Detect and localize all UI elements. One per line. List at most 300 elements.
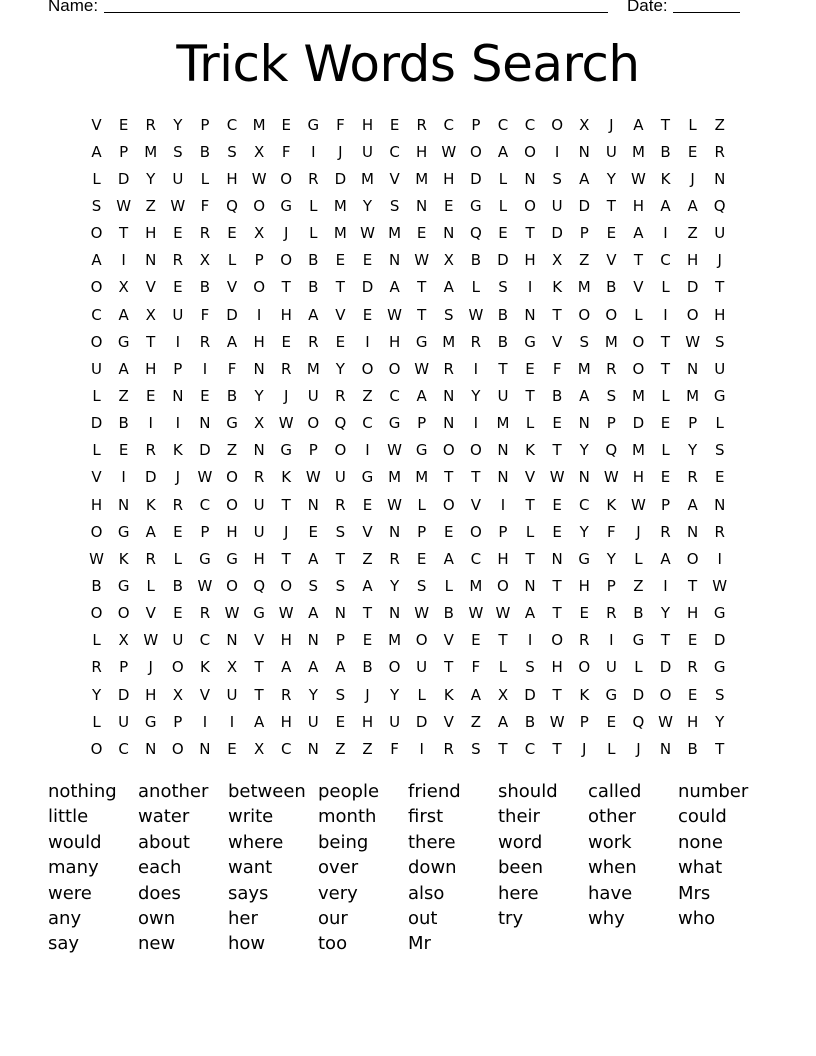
grid-letter[interactable]: E [362, 251, 373, 270]
grid-letter[interactable]: O [442, 495, 455, 514]
grid-letter[interactable]: N [443, 414, 455, 433]
grid-letter[interactable]: F [227, 359, 237, 378]
grid-letter[interactable]: T [525, 549, 535, 568]
grid-letter[interactable]: E [200, 386, 210, 405]
grid-letter[interactable]: U [389, 712, 401, 731]
grid-letter[interactable]: V [335, 305, 346, 324]
grid-letter[interactable]: S [416, 576, 427, 595]
grid-letter[interactable]: N [714, 495, 726, 514]
grid-letter[interactable]: D [551, 224, 563, 243]
grid-letter[interactable]: Q [334, 414, 347, 433]
grid-letter[interactable]: H [578, 576, 590, 595]
grid-letter[interactable]: U [605, 142, 617, 161]
grid-letter[interactable]: O [307, 414, 320, 433]
grid-letter[interactable]: S [389, 196, 400, 215]
grid-letter[interactable]: H [388, 332, 401, 351]
grid-letter[interactable]: M [415, 468, 429, 487]
grid-letter[interactable]: R [443, 359, 454, 378]
grid-letter[interactable]: H [145, 359, 157, 378]
grid-letter[interactable]: O [253, 278, 266, 297]
grid-letter[interactable]: E [498, 224, 508, 243]
grid-letter[interactable]: I [202, 712, 208, 731]
grid-letter[interactable]: E [552, 522, 562, 541]
grid-letter[interactable]: P [200, 115, 210, 134]
grid-letter[interactable]: D [659, 658, 672, 677]
grid-letter[interactable]: V [91, 115, 102, 134]
grid-letter[interactable]: T [552, 685, 562, 704]
grid-letter[interactable]: A [497, 712, 509, 731]
grid-letter[interactable]: A [226, 332, 238, 351]
grid-letter[interactable]: G [199, 549, 211, 568]
grid-letter[interactable]: N [714, 169, 726, 188]
grid-letter[interactable]: Y [471, 386, 481, 405]
grid-letter[interactable]: T [688, 576, 698, 595]
grid-letter[interactable]: L [200, 169, 210, 188]
grid-letter[interactable]: M [388, 224, 402, 243]
grid-letter[interactable]: S [498, 278, 508, 297]
grid-letter[interactable]: S [335, 522, 346, 541]
grid-letter[interactable]: H [632, 468, 645, 487]
grid-letter[interactable]: A [579, 386, 590, 405]
grid-letter[interactable]: N [118, 495, 130, 514]
grid-letter[interactable]: T [525, 224, 535, 243]
grid-letter[interactable]: D [199, 441, 211, 460]
grid-letter[interactable]: U [551, 196, 563, 215]
grid-letter[interactable]: R [253, 468, 265, 487]
grid-letter[interactable]: N [578, 468, 590, 487]
grid-letter[interactable]: P [498, 522, 508, 541]
grid-letter[interactable]: H [361, 115, 374, 134]
grid-letter[interactable]: T [552, 441, 562, 460]
grid-letter[interactable]: T [525, 495, 535, 514]
grid-letter[interactable]: H [686, 712, 699, 731]
grid-letter[interactable]: O [578, 658, 591, 677]
grid-letter[interactable]: I [365, 441, 370, 460]
grid-letter[interactable]: P [119, 142, 129, 161]
grid-letter[interactable]: N [388, 604, 401, 623]
grid-letter[interactable]: E [416, 224, 427, 243]
grid-letter[interactable]: I [527, 631, 533, 650]
grid-letter[interactable]: U [91, 359, 103, 378]
grid-letter[interactable]: C [362, 414, 373, 433]
grid-letter[interactable]: B [199, 142, 211, 161]
grid-letter[interactable]: P [471, 115, 481, 134]
grid-letter[interactable]: E [118, 441, 129, 460]
grid-letter[interactable]: S [714, 332, 725, 351]
grid-letter[interactable]: U [226, 685, 238, 704]
grid-letter[interactable]: M [604, 332, 618, 351]
grid-letter[interactable]: T [715, 278, 725, 297]
grid-letter[interactable]: C [91, 305, 102, 324]
grid-letter[interactable]: J [148, 658, 153, 677]
grid-letter[interactable]: I [365, 332, 370, 351]
grid-letter[interactable]: D [334, 169, 347, 188]
grid-letter[interactable]: V [470, 495, 481, 514]
grid-letter[interactable]: D [90, 414, 103, 433]
grid-letter[interactable]: M [577, 278, 591, 297]
grid-letter[interactable]: G [117, 576, 130, 595]
grid-letter[interactable]: D [686, 278, 699, 297]
grid-letter[interactable]: Y [579, 522, 589, 541]
grid-letter[interactable]: Y [173, 115, 183, 134]
grid-letter[interactable]: M [415, 169, 429, 188]
grid-letter[interactable]: M [469, 576, 483, 595]
grid-letter[interactable]: W [387, 495, 402, 514]
grid-letter[interactable]: X [443, 251, 454, 270]
grid-letter[interactable]: N [226, 631, 238, 650]
grid-letter[interactable]: Y [688, 441, 698, 460]
grid-letter[interactable]: C [443, 115, 454, 134]
grid-letter[interactable]: I [473, 414, 479, 433]
grid-letter[interactable]: N [334, 604, 346, 623]
grid-letter[interactable]: J [717, 251, 722, 270]
grid-letter[interactable]: R [308, 169, 319, 188]
grid-letter[interactable]: V [91, 468, 102, 487]
grid-letter[interactable]: K [660, 169, 671, 188]
grid-letter[interactable]: L [417, 495, 426, 514]
grid-letter[interactable]: U [118, 712, 130, 731]
grid-letter[interactable]: T [444, 658, 454, 677]
grid-letter[interactable]: Q [469, 224, 482, 243]
grid-letter[interactable]: O [442, 441, 455, 460]
grid-letter[interactable]: F [552, 359, 562, 378]
grid-letter[interactable]: W [414, 359, 430, 378]
grid-letter[interactable]: Y [715, 712, 725, 731]
grid-letter[interactable]: E [660, 468, 671, 487]
grid-letter[interactable]: K [552, 278, 563, 297]
grid-letter[interactable]: B [362, 658, 373, 677]
grid-letter[interactable]: N [659, 739, 672, 758]
grid-letter[interactable]: O [469, 522, 482, 541]
grid-letter[interactable]: M [388, 631, 402, 650]
grid-letter[interactable]: I [121, 468, 126, 487]
grid-letter[interactable]: V [552, 332, 563, 351]
grid-letter[interactable]: X [199, 251, 211, 270]
grid-letter[interactable]: W [224, 604, 240, 623]
grid-letter[interactable]: R [687, 658, 698, 677]
grid-letter[interactable]: R [606, 604, 617, 623]
grid-letter[interactable]: E [227, 739, 237, 758]
grid-letter[interactable]: L [498, 169, 508, 188]
grid-letter[interactable]: E [714, 468, 725, 487]
grid-letter[interactable]: N [686, 359, 699, 378]
grid-letter[interactable]: W [305, 468, 321, 487]
grid-letter[interactable]: W [603, 468, 619, 487]
grid-letter[interactable]: G [415, 441, 428, 460]
grid-letter[interactable]: F [390, 739, 399, 758]
grid-letter[interactable]: B [199, 278, 211, 297]
grid-letter[interactable]: X [579, 115, 590, 134]
grid-letter[interactable]: L [634, 549, 643, 568]
grid-letter[interactable]: O [388, 359, 401, 378]
grid-letter[interactable]: G [117, 332, 130, 351]
grid-letter[interactable]: O [578, 305, 591, 324]
grid-letter[interactable]: K [525, 441, 535, 460]
grid-letter[interactable]: L [498, 196, 508, 215]
grid-letter[interactable]: N [524, 576, 536, 595]
grid-letter[interactable]: O [253, 196, 266, 215]
grid-letter[interactable]: N [416, 196, 428, 215]
grid-letter[interactable]: W [89, 549, 104, 568]
grid-letter[interactable]: C [118, 739, 129, 758]
grid-letter[interactable]: P [335, 631, 345, 650]
grid-letter[interactable]: L [661, 441, 670, 460]
grid-letter[interactable]: K [443, 685, 454, 704]
grid-letter[interactable]: W [414, 251, 430, 270]
grid-letter[interactable]: O [524, 142, 536, 161]
grid-letter[interactable]: M [333, 224, 347, 243]
grid-letter[interactable]: H [253, 549, 265, 568]
grid-letter[interactable]: U [714, 224, 726, 243]
grid-letter[interactable]: G [280, 196, 293, 215]
grid-letter[interactable]: W [468, 305, 484, 324]
grid-letter[interactable]: E [687, 631, 698, 650]
grid-letter[interactable]: Z [118, 386, 129, 405]
grid-letter[interactable]: M [144, 142, 158, 161]
grid-letter[interactable]: S [714, 685, 725, 704]
grid-letter[interactable]: K [606, 495, 617, 514]
grid-letter[interactable]: C [226, 115, 238, 134]
grid-letter[interactable]: I [175, 332, 181, 351]
grid-letter[interactable]: S [552, 169, 562, 188]
grid-letter[interactable]: A [660, 196, 671, 215]
grid-letter[interactable]: L [309, 196, 318, 215]
grid-letter[interactable]: G [280, 441, 293, 460]
grid-letter[interactable]: Z [687, 224, 698, 243]
grid-letter[interactable]: N [388, 522, 401, 541]
grid-letter[interactable]: P [688, 414, 698, 433]
grid-letter[interactable]: Y [606, 549, 616, 568]
grid-letter[interactable]: L [661, 278, 670, 297]
grid-letter[interactable]: A [633, 224, 644, 243]
grid-letter[interactable]: X [497, 685, 509, 704]
grid-letter[interactable]: M [333, 196, 347, 215]
grid-letter[interactable]: G [415, 332, 428, 351]
grid-letter[interactable]: E [281, 115, 291, 134]
grid-letter[interactable]: M [388, 468, 402, 487]
grid-letter[interactable]: W [387, 441, 402, 460]
grid-letter[interactable]: P [200, 522, 210, 541]
grid-letter[interactable]: I [148, 414, 153, 433]
grid-letter[interactable]: S [335, 576, 346, 595]
grid-letter[interactable]: A [308, 305, 319, 324]
grid-letter[interactable]: I [175, 414, 181, 433]
grid-letter[interactable]: N [307, 631, 319, 650]
grid-letter[interactable]: T [660, 631, 671, 650]
grid-letter[interactable]: U [172, 631, 184, 650]
grid-letter[interactable]: T [660, 115, 671, 134]
grid-letter[interactable]: Z [226, 441, 238, 460]
grid-letter[interactable]: O [632, 359, 645, 378]
grid-letter[interactable]: H [497, 549, 509, 568]
grid-letter[interactable]: U [172, 305, 184, 324]
grid-letter[interactable]: D [226, 305, 238, 324]
grid-letter[interactable]: O [388, 658, 401, 677]
grid-letter[interactable]: L [634, 305, 643, 324]
grid-letter[interactable]: E [606, 712, 617, 731]
grid-letter[interactable]: Z [714, 115, 725, 134]
grid-letter[interactable]: A [335, 658, 346, 677]
grid-letter[interactable]: B [470, 251, 481, 270]
grid-letter[interactable]: P [579, 224, 589, 243]
grid-letter[interactable]: R [199, 224, 211, 243]
grid-letter[interactable]: T [254, 658, 264, 677]
grid-letter[interactable]: Q [713, 196, 726, 215]
grid-letter[interactable]: W [170, 196, 186, 215]
grid-letter[interactable]: I [202, 359, 208, 378]
grid-letter[interactable]: H [686, 251, 699, 270]
grid-letter[interactable]: E [173, 224, 183, 243]
grid-letter[interactable]: S [227, 142, 237, 161]
grid-letter[interactable]: B [308, 278, 319, 297]
grid-letter[interactable]: D [361, 278, 374, 297]
grid-letter[interactable]: L [715, 414, 724, 433]
grid-letter[interactable]: V [443, 631, 454, 650]
grid-letter[interactable]: D [632, 685, 645, 704]
grid-letter[interactable]: I [717, 549, 722, 568]
grid-letter[interactable]: H [90, 495, 103, 514]
grid-letter[interactable]: L [309, 224, 318, 243]
grid-letter[interactable]: J [175, 468, 181, 487]
grid-letter[interactable]: B [226, 386, 238, 405]
grid-letter[interactable]: R [470, 332, 482, 351]
grid-letter[interactable]: B [497, 305, 509, 324]
grid-letter[interactable]: T [606, 196, 616, 215]
grid-letter[interactable]: F [607, 522, 616, 541]
grid-letter[interactable]: M [577, 359, 591, 378]
grid-letter[interactable]: B [660, 142, 671, 161]
grid-letter[interactable]: W [116, 196, 132, 215]
grid-letter[interactable]: V [443, 712, 454, 731]
grid-letter[interactable]: R [579, 631, 590, 650]
grid-letter[interactable]: I [473, 359, 479, 378]
grid-letter[interactable]: R [308, 332, 319, 351]
grid-letter[interactable]: O [524, 196, 536, 215]
grid-letter[interactable]: U [253, 522, 265, 541]
grid-letter[interactable]: C [280, 739, 292, 758]
grid-letter[interactable]: T [715, 739, 725, 758]
grid-letter[interactable]: N [551, 549, 563, 568]
grid-letter[interactable]: M [631, 142, 645, 161]
grid-letter[interactable]: Q [253, 576, 266, 595]
grid-letter[interactable]: D [415, 712, 428, 731]
grid-letter[interactable]: G [361, 468, 374, 487]
grid-letter[interactable]: O [226, 468, 238, 487]
grid-letter[interactable]: H [632, 196, 645, 215]
grid-letter[interactable]: T [552, 604, 562, 623]
grid-letter[interactable]: T [417, 305, 427, 324]
grid-letter[interactable]: C [389, 142, 400, 161]
grid-letter[interactable]: J [338, 142, 343, 161]
grid-letter[interactable]: O [334, 441, 347, 460]
grid-letter[interactable]: Y [91, 685, 102, 704]
grid-letter[interactable]: O [90, 739, 103, 758]
grid-letter[interactable]: R [416, 115, 427, 134]
grid-letter[interactable]: Y [335, 359, 345, 378]
grid-letter[interactable]: T [335, 549, 345, 568]
grid-letter[interactable]: H [280, 631, 292, 650]
grid-letter[interactable]: L [525, 414, 535, 433]
grid-letter[interactable]: E [308, 522, 319, 541]
grid-letter[interactable]: I [311, 142, 316, 161]
grid-letter[interactable]: S [606, 386, 617, 405]
grid-letter[interactable]: T [498, 739, 508, 758]
grid-letter[interactable]: H [714, 305, 726, 324]
grid-letter[interactable]: G [713, 604, 726, 623]
grid-letter[interactable]: T [444, 468, 454, 487]
grid-letter[interactable]: W [631, 495, 646, 514]
grid-letter[interactable]: E [335, 251, 346, 270]
grid-letter[interactable]: R [199, 604, 211, 623]
grid-letter[interactable]: N [199, 414, 211, 433]
grid-letter[interactable]: M [306, 359, 320, 378]
grid-letter[interactable]: A [497, 142, 509, 161]
grid-letter[interactable]: A [308, 549, 319, 568]
grid-letter[interactable]: T [660, 332, 671, 351]
grid-letter[interactable]: O [226, 495, 238, 514]
grid-letter[interactable]: O [686, 549, 699, 568]
grid-letter[interactable]: P [417, 522, 427, 541]
grid-letter[interactable]: T [254, 685, 264, 704]
grid-letter[interactable]: T [552, 305, 562, 324]
grid-letter[interactable]: F [200, 196, 210, 215]
grid-letter[interactable]: E [335, 712, 346, 731]
grid-letter[interactable]: B [91, 576, 102, 595]
grid-letter[interactable]: K [118, 549, 129, 568]
grid-letter[interactable]: P [173, 712, 183, 731]
grid-letter[interactable]: N [578, 414, 590, 433]
grid-letter[interactable]: J [690, 169, 695, 188]
grid-letter[interactable]: P [254, 251, 264, 270]
grid-letter[interactable]: T [633, 251, 643, 270]
grid-letter[interactable]: L [92, 386, 101, 405]
grid-letter[interactable]: M [686, 386, 700, 405]
grid-letter[interactable]: J [636, 522, 641, 541]
grid-letter[interactable]: A [91, 251, 102, 270]
grid-letter[interactable]: Z [362, 386, 373, 405]
grid-letter[interactable]: H [361, 712, 374, 731]
grid-letter[interactable]: R [145, 115, 156, 134]
grid-letter[interactable]: T [281, 495, 291, 514]
grid-letter[interactable]: C [470, 549, 482, 568]
grid-letter[interactable]: V [145, 278, 156, 297]
grid-letter[interactable]: K [172, 441, 183, 460]
grid-letter[interactable]: P [606, 576, 616, 595]
grid-letter[interactable]: E [579, 604, 589, 623]
grid-letter[interactable]: R [389, 549, 400, 568]
grid-letter[interactable]: I [121, 251, 126, 270]
grid-letter[interactable]: O [551, 631, 564, 650]
grid-letter[interactable]: B [497, 332, 509, 351]
grid-letter[interactable]: C [389, 386, 400, 405]
grid-letter[interactable]: Y [362, 196, 373, 215]
grid-letter[interactable]: A [118, 305, 129, 324]
grid-letter[interactable]: V [253, 631, 265, 650]
grid-letter[interactable]: B [524, 712, 536, 731]
grid-letter[interactable]: S [471, 739, 481, 758]
grid-letter[interactable]: W [197, 576, 213, 595]
grid-letter[interactable]: V [389, 169, 400, 188]
grid-letter[interactable]: O [90, 522, 103, 541]
grid-letter[interactable]: X [226, 658, 238, 677]
grid-letter[interactable]: L [444, 576, 453, 595]
grid-letter[interactable]: E [362, 631, 373, 650]
grid-letter[interactable]: E [552, 414, 562, 433]
grid-letter[interactable]: O [90, 224, 103, 243]
grid-letter[interactable]: A [443, 278, 454, 297]
grid-letter[interactable]: M [631, 386, 645, 405]
grid-letter[interactable]: H [145, 224, 157, 243]
